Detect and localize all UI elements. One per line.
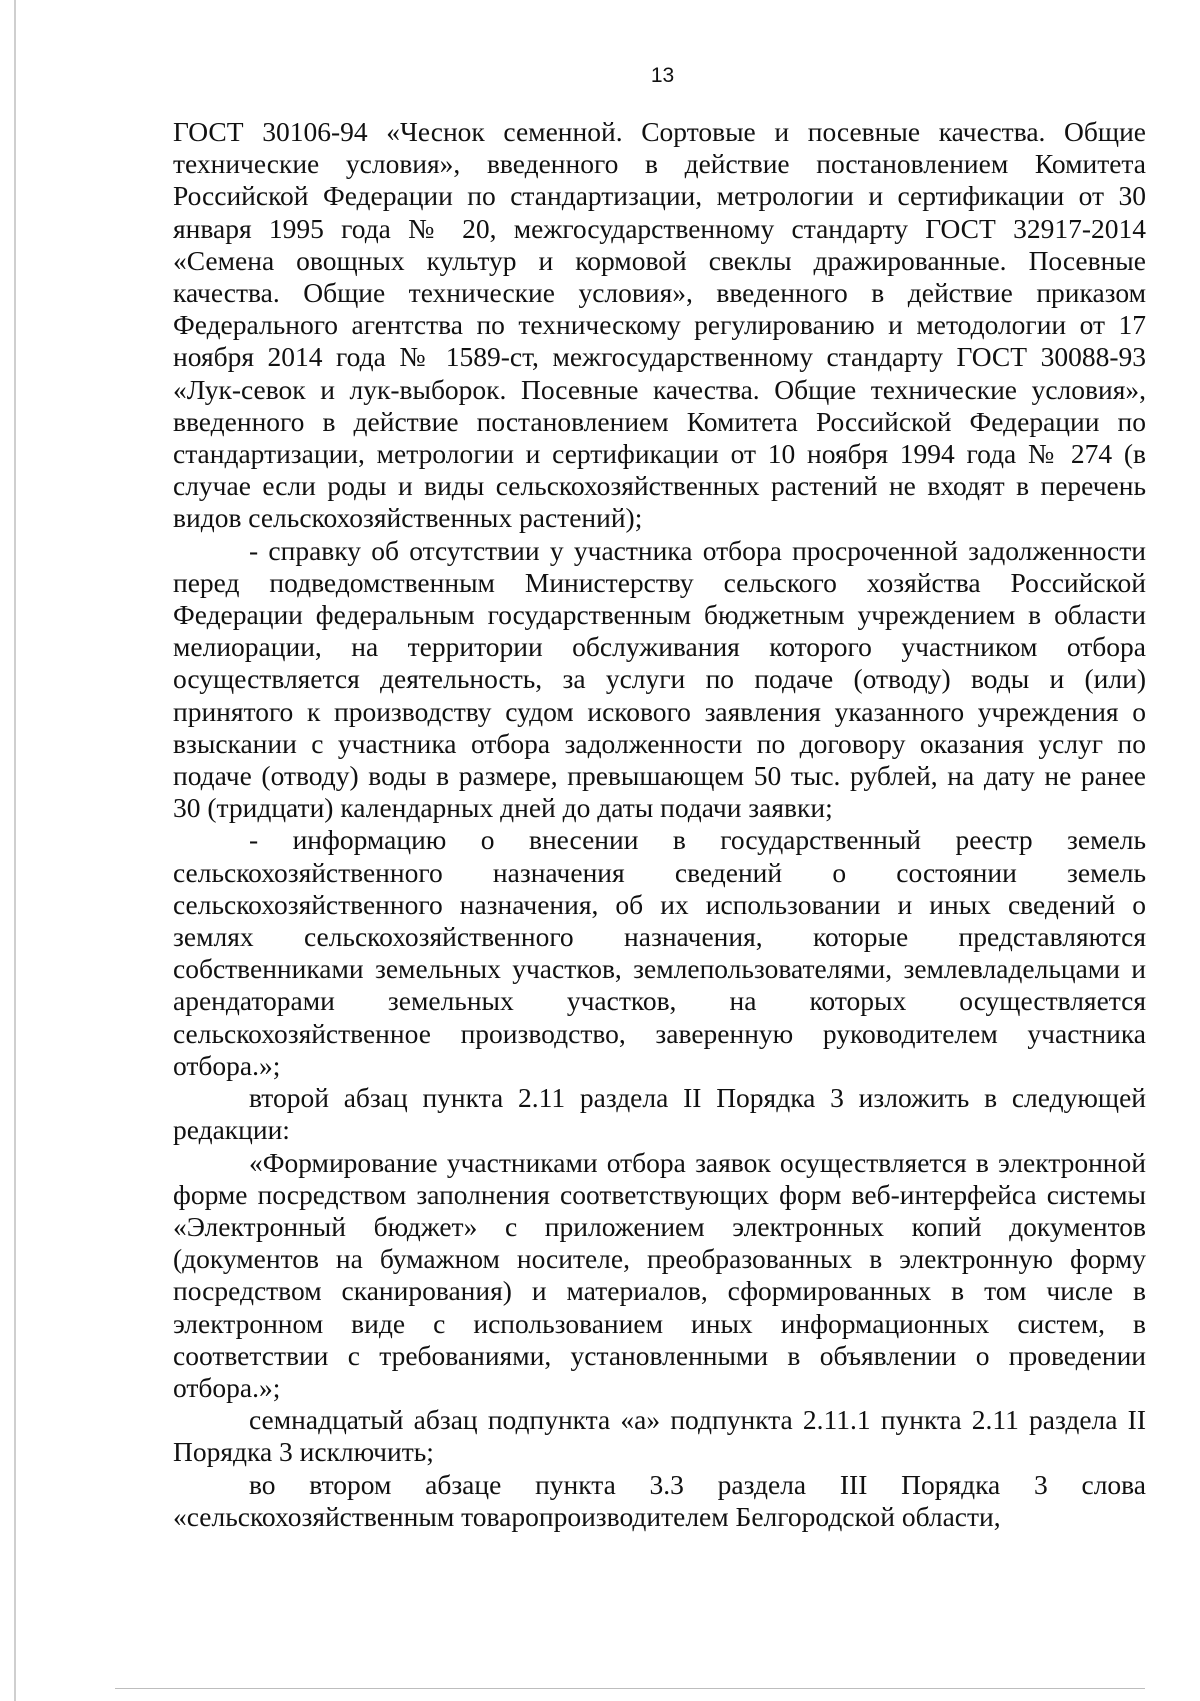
paragraph-gost-standards: ГОСТ 30106-94 «Чеснок семенной. Сортовые и посевные качества. Общие технические условия», введенного в действие постановлением Комитета Российской Федерации по стандартизации, метрологии и сертификации от 30 января 1995 года № 20, межгосударственному стандарту ГОСТ 32917-2014 «Семена овощных культур и кормовой свеклы дражированные. Посевные качества. Общие технические условия», введенного в действие приказом Федерального агентства по техническому регулированию и методологии от 17 ноября 2014 года № 1589-ст, межгосударственному стандарту ГОСТ 30088-93 «Лук-севок и лук-выборок. Посевные качества. Общие технические условия», введенного в действие постановлением Комитета Российской Федерации по стандартизации, метрологии и сертификации от 10 ноября 1994 года № 274 (в случае если роды и виды сельскохозяйственных растений не входят в перечень видов сельскохозяйственных растений); bbox=[173, 116, 1146, 534]
paragraph-land-register-info: - информацию о внесении в государственный реестр земель сельскохозяйственного назначения сведений о состоянии земель сельскохозяйственного назначения, об их использовании и иных сведений о землях сельскохозяйственного назначения, которые представляются собственниками земельных участков, землепользователями, землевладельцами и арендаторами земельных участков, на которых осуществляется сельскохозяйственное производство, заверенную руководителем участника отбора.»; bbox=[173, 824, 1146, 1081]
document-body bbox=[173, 116, 1146, 1533]
paragraph-electronic-submission: «Формирование участниками отбора заявок осуществляется в электронной форме посредством заполнения соответствующих форм веб-интерфейса системы «Электронный бюджет» с приложением электронных копий документов (документов на бумажном носителе, преобразованных в электронную форму посредством сканирования) и материалов, сформированных в том числе в электронном виде с использованием иных информационных систем, в соответствии с требованиями, установленными в объявлении о проведении отбора.»; bbox=[173, 1146, 1146, 1403]
page-number: 13 bbox=[650, 64, 675, 87]
scan-bottom-line bbox=[115, 1688, 1145, 1689]
paragraph-amendment-3-3: во втором абзаце пункта 3.3 раздела III Порядка 3 слова «сельскохозяйственным товаропроизводителем Белгородской области, bbox=[173, 1468, 1146, 1532]
paragraph-exclusion-2-11-1: семнадцатый абзац подпункта «а» подпункта 2.11.1 пункта 2.11 раздела II Порядка 3 исключить; bbox=[173, 1404, 1146, 1468]
paragraph-debt-certificate: - справку об отсутствии у участника отбора просроченной задолженности перед подведомственным Министерству сельского хозяйства Российской Федерации федеральным государственным бюджетным учреждением в области мелиорации, на территории обслуживания которого участником отбора осуществляется деятельность, за услуги по подаче (отводу) воды и (или) принятого к производству судом искового заявления указанного учреждения о взыскании с участника отбора задолженности по договору оказания услуг по подаче (отводу) воды в размере, превышающем 50 тыс. рублей, на дату не ранее 30 (тридцати) календарных дней до даты подачи заявки; bbox=[173, 534, 1146, 824]
scan-edge bbox=[14, 0, 16, 1701]
paragraph-amendment-2-11: второй абзац пункта 2.11 раздела II Порядка 3 изложить в следующей редакции: bbox=[173, 1082, 1146, 1146]
